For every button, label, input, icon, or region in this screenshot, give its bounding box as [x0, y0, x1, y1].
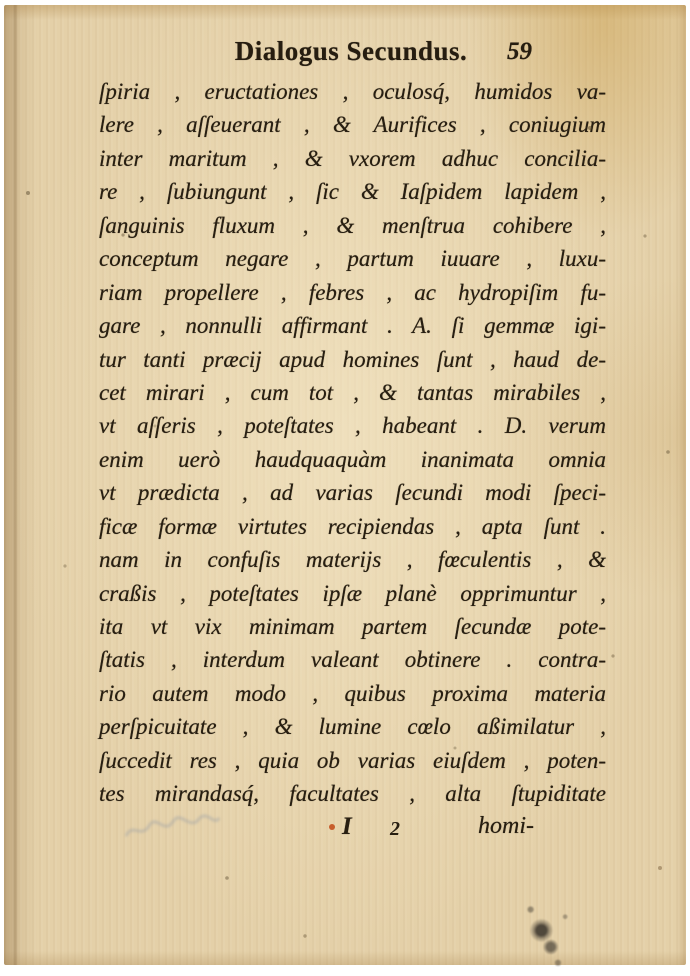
- text-line: riam propellere , febres , ac hydropiſim fu-: [99, 279, 606, 305]
- text-line: rio autem modo , quibus proxima materia: [99, 680, 606, 706]
- catchword: homi-: [478, 813, 534, 839]
- book-page: [4, 5, 686, 965]
- ink-blot: [509, 898, 581, 970]
- text-line: cet mirari , cum tot , & tantas mirabiles ,: [99, 379, 606, 405]
- paper-specks: [4, 5, 6, 7]
- header-title: Dialogus Secundus.: [234, 36, 468, 66]
- text-line: ſuccedit res , quia ob varias eiuſdem , poten-: [99, 747, 606, 773]
- text-line: nam in confuſis materijs , fœculentis , &: [99, 547, 606, 573]
- text-line: perſpicuitate , & lumine cœlo aßimilatur ,: [99, 714, 606, 740]
- text-line: gare , nonnulli affirmant . A. ſi gemmæ igi-: [99, 313, 606, 339]
- text-line: tes mirandasq́, facultates , alta ſtupiditate: [99, 781, 606, 807]
- text-line: conceptum negare , partum iuuare , luxu-: [99, 246, 606, 272]
- orange-fleck: [329, 824, 335, 830]
- page-number: 59: [507, 38, 532, 65]
- text-line: re , ſubiungunt , ſic & Iaſpidem lapidem ,: [99, 179, 606, 205]
- text-line: vt aſſeris , poteſtates , habeant . D. verum: [99, 413, 606, 439]
- text-line: vt prædicta , ad varias ſecundi modi ſpeci-: [99, 480, 606, 506]
- text-line: ita vt vix minimam partem ſecundæ pote-: [99, 614, 606, 639]
- text-line: ſanguinis fluxum , & menſtrua cohibere ,: [99, 212, 606, 238]
- signature-mark: I: [342, 813, 352, 840]
- body-text: [99, 75, 606, 811]
- text-line: inter maritum , & vxorem adhuc concilia-: [99, 145, 606, 171]
- text-line: enim uerò haudquaquàm inanimata omnia: [99, 446, 606, 472]
- signature-number: 2: [390, 818, 400, 840]
- text-line: ſtatis , interdum valeant obtinere . contra-: [99, 647, 606, 673]
- text-line: tur tanti præcij apud homines ſunt , haud de-: [99, 346, 606, 372]
- text-line: craßis , poteſtates ipſæ planè opprimuntur ,: [99, 580, 606, 606]
- text-line: ficæ formæ virtutes recipiendas , apta ſunt .: [99, 513, 606, 539]
- text-line: lere , aſſeuerant , & Aurifices , coniugium: [99, 112, 606, 138]
- signature-line: [4, 813, 686, 853]
- text-line: ſpiria , eructationes , oculosq́, humidos va-: [99, 79, 606, 104]
- running-header: [4, 36, 686, 72]
